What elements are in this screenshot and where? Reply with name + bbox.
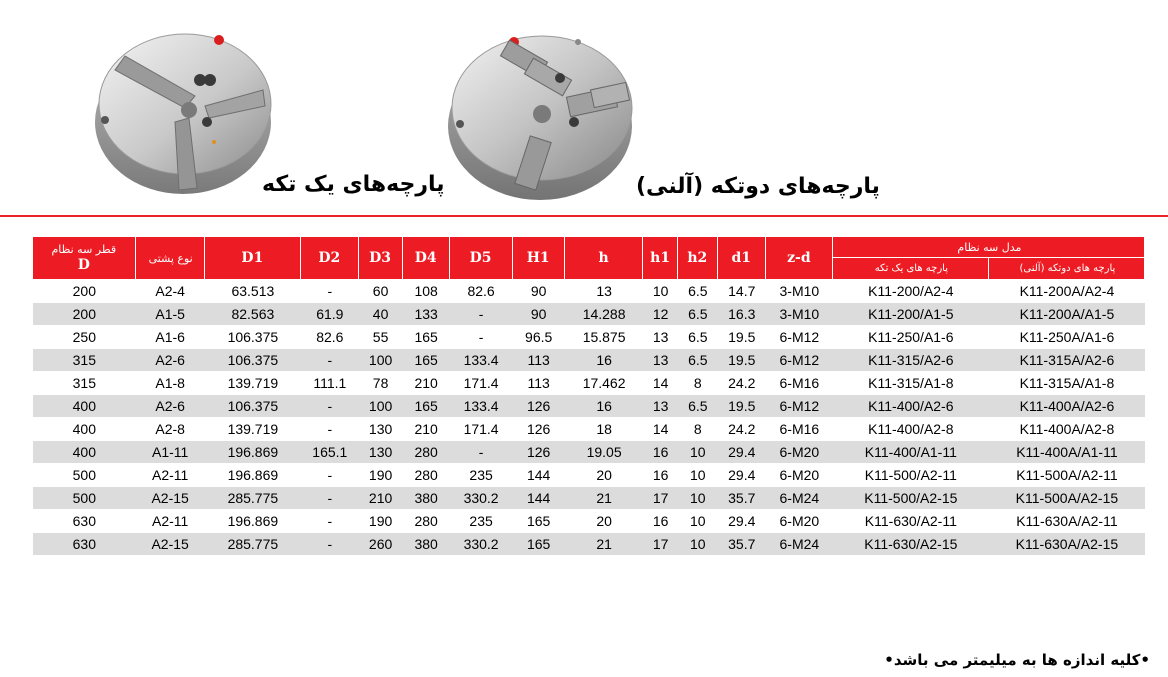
header-d1-large: D1 — [205, 237, 301, 280]
cell-d5: - — [450, 303, 513, 326]
cell-d4: 108 — [403, 280, 450, 303]
units-note: •کلیه اندازه ها به میلیمتر می باشد• — [884, 651, 1150, 669]
cell-diameter: 315 — [33, 349, 136, 372]
header-d5: D5 — [450, 237, 513, 280]
cell-back-type: A2-6 — [136, 349, 205, 372]
cell-model-solid: K11-630/A2-11 — [833, 510, 989, 533]
cell-d4: 165 — [403, 326, 450, 349]
cell-d3: 40 — [359, 303, 403, 326]
cell-model-solid: K11-500/A2-15 — [833, 487, 989, 510]
cell-d5: 171.4 — [450, 418, 513, 441]
cell-h2: 10 — [678, 510, 718, 533]
cell-diameter: 400 — [33, 395, 136, 418]
cell-diameter: 200 — [33, 303, 136, 326]
cell-z-d: 6-M20 — [766, 510, 833, 533]
cell-d3: 260 — [359, 533, 403, 556]
cell-d1-small: 16.3 — [718, 303, 766, 326]
cell-d1-small: 14.7 — [718, 280, 766, 303]
cell-d1-large: 139.719 — [205, 418, 301, 441]
cell-model-two-piece: K11-400A/A2-6 — [989, 395, 1145, 418]
cell-diameter: 400 — [33, 418, 136, 441]
cell-model-solid: K11-500/A2-11 — [833, 464, 989, 487]
cell-h: 14.288 — [565, 303, 644, 326]
cell-d4: 165 — [403, 349, 450, 372]
header-diameter: قطر سه نظام D — [33, 237, 136, 280]
table-row — [33, 395, 1145, 418]
cell-d1-small: 24.2 — [718, 418, 766, 441]
cell-model-two-piece: K11-200A/A1-5 — [989, 303, 1145, 326]
cell-d5: 133.4 — [450, 349, 513, 372]
cell-d1-large: 106.375 — [205, 349, 301, 372]
cell-z-d: 6-M16 — [766, 372, 833, 395]
cell-model-two-piece: K11-315A/A1-8 — [989, 372, 1145, 395]
header-z-d: z-d — [766, 237, 833, 280]
cell-d2: 111.1 — [301, 372, 359, 395]
cell-d3: 55 — [359, 326, 403, 349]
cell-z-d: 6-M12 — [766, 326, 833, 349]
header-d2: D2 — [301, 237, 359, 280]
cell-d1-large: 82.563 — [205, 303, 301, 326]
cell-back-type: A2-8 — [136, 418, 205, 441]
two-piece-jaw-chuck-image — [442, 18, 642, 204]
header-model-solid: پارچه های یک تکه — [833, 258, 989, 280]
cell-d1-large: 63.513 — [205, 280, 301, 303]
cell-d4: 133 — [403, 303, 450, 326]
cell-d2: - — [301, 418, 359, 441]
header-back-type: نوع پشتی — [136, 237, 205, 280]
cell-diameter: 500 — [33, 487, 136, 510]
cell-h1-upper: 96.5 — [513, 326, 565, 349]
cell-z-d: 6-M20 — [766, 464, 833, 487]
cell-h1: 14 — [643, 372, 678, 395]
cell-d1-small: 19.5 — [718, 349, 766, 372]
cell-model-two-piece: K11-500A/A2-15 — [989, 487, 1145, 510]
table-row — [33, 418, 1145, 441]
cell-d5: 82.6 — [450, 280, 513, 303]
header-d4: D4 — [403, 237, 450, 280]
cell-h: 16 — [565, 349, 644, 372]
header-h1: h1 — [643, 237, 678, 280]
cell-d1-large: 285.775 — [205, 487, 301, 510]
cell-h1: 16 — [643, 510, 678, 533]
cell-h1: 13 — [643, 326, 678, 349]
table-row — [33, 510, 1145, 533]
cell-model-two-piece: K11-500A/A2-11 — [989, 464, 1145, 487]
cell-h1-upper: 144 — [513, 464, 565, 487]
cell-back-type: A2-6 — [136, 395, 205, 418]
header-h: h — [565, 237, 644, 280]
cell-d5: 235 — [450, 464, 513, 487]
header-h2: h2 — [678, 237, 718, 280]
cell-d1-small: 35.7 — [718, 487, 766, 510]
cell-h2: 6.5 — [678, 326, 718, 349]
cell-diameter: 200 — [33, 280, 136, 303]
table-row — [33, 487, 1145, 510]
cell-model-solid: K11-315/A2-6 — [833, 349, 989, 372]
cell-d2: - — [301, 487, 359, 510]
cell-h1: 10 — [643, 280, 678, 303]
cell-h1: 13 — [643, 349, 678, 372]
cell-d3: 100 — [359, 349, 403, 372]
cell-h2: 6.5 — [678, 395, 718, 418]
cell-d5: 330.2 — [450, 533, 513, 556]
cell-h1-upper: 165 — [513, 510, 565, 533]
cell-d1-large: 285.775 — [205, 533, 301, 556]
cell-d1-small: 29.4 — [718, 510, 766, 533]
cell-model-solid: K11-315/A1-8 — [833, 372, 989, 395]
cell-d2: - — [301, 349, 359, 372]
cell-d3: 210 — [359, 487, 403, 510]
cell-h: 21 — [565, 533, 644, 556]
cell-h: 15.875 — [565, 326, 644, 349]
cell-h1-upper: 165 — [513, 533, 565, 556]
cell-d1-small: 35.7 — [718, 533, 766, 556]
table-row — [33, 441, 1145, 464]
header-model: مدل سه نظام — [833, 237, 1145, 258]
cell-h1-upper: 113 — [513, 349, 565, 372]
cell-d1-large: 139.719 — [205, 372, 301, 395]
header-d1-small: d1 — [718, 237, 766, 280]
cell-h1-upper: 90 — [513, 303, 565, 326]
cell-model-two-piece: K11-630A/A2-11 — [989, 510, 1145, 533]
cell-h2: 8 — [678, 372, 718, 395]
cell-d2: 82.6 — [301, 326, 359, 349]
cell-model-solid: K11-400/A1-11 — [833, 441, 989, 464]
cell-z-d: 6-M12 — [766, 349, 833, 372]
cell-d4: 380 — [403, 487, 450, 510]
cell-model-solid: K11-400/A2-6 — [833, 395, 989, 418]
cell-back-type: A1-6 — [136, 326, 205, 349]
cell-h1: 17 — [643, 487, 678, 510]
cell-d4: 280 — [403, 510, 450, 533]
cell-d1-large: 106.375 — [205, 395, 301, 418]
cell-back-type: A2-11 — [136, 510, 205, 533]
cell-model-solid: K11-200/A1-5 — [833, 303, 989, 326]
table-row — [33, 349, 1145, 372]
cell-d5: - — [450, 326, 513, 349]
cell-diameter: 400 — [33, 441, 136, 464]
cell-h2: 10 — [678, 533, 718, 556]
cell-d5: 171.4 — [450, 372, 513, 395]
cell-z-d: 6-M16 — [766, 418, 833, 441]
section-divider — [0, 215, 1168, 217]
cell-h1: 16 — [643, 464, 678, 487]
cell-back-type: A1-11 — [136, 441, 205, 464]
cell-d2: 165.1 — [301, 441, 359, 464]
cell-h: 20 — [565, 510, 644, 533]
cell-model-solid: K11-630/A2-15 — [833, 533, 989, 556]
cell-h1-upper: 126 — [513, 441, 565, 464]
cell-model-two-piece: K11-315A/A2-6 — [989, 349, 1145, 372]
cell-d1-large: 196.869 — [205, 464, 301, 487]
cell-z-d: 6-M24 — [766, 533, 833, 556]
cell-h1-upper: 126 — [513, 395, 565, 418]
cell-h: 17.462 — [565, 372, 644, 395]
two-piece-jaw-caption: پارچه‌های دوتکه (آلنی) — [636, 174, 880, 199]
cell-d4: 165 — [403, 395, 450, 418]
cell-h: 13 — [565, 280, 644, 303]
cell-d2: 61.9 — [301, 303, 359, 326]
cell-d4: 210 — [403, 372, 450, 395]
cell-d1-small: 29.4 — [718, 464, 766, 487]
cell-h1: 14 — [643, 418, 678, 441]
cell-d3: 100 — [359, 395, 403, 418]
table-row — [33, 280, 1145, 303]
cell-h2: 10 — [678, 487, 718, 510]
cell-d3: 190 — [359, 464, 403, 487]
cell-z-d: 6-M24 — [766, 487, 833, 510]
header-h1-upper: H1 — [513, 237, 565, 280]
cell-h: 19.05 — [565, 441, 644, 464]
cell-diameter: 250 — [33, 326, 136, 349]
cell-model-solid: K11-250/A1-6 — [833, 326, 989, 349]
table-row — [33, 533, 1145, 556]
cell-diameter: 630 — [33, 533, 136, 556]
cell-d1-small: 24.2 — [718, 372, 766, 395]
cell-d4: 380 — [403, 533, 450, 556]
cell-d4: 280 — [403, 464, 450, 487]
cell-d1-large: 106.375 — [205, 326, 301, 349]
cell-d5: 330.2 — [450, 487, 513, 510]
cell-d1-small: 19.5 — [718, 395, 766, 418]
cell-z-d: 3-M10 — [766, 303, 833, 326]
cell-d3: 60 — [359, 280, 403, 303]
cell-model-two-piece: K11-200A/A2-4 — [989, 280, 1145, 303]
cell-h1-upper: 144 — [513, 487, 565, 510]
cell-d4: 210 — [403, 418, 450, 441]
cell-d2: - — [301, 533, 359, 556]
cell-d2: - — [301, 280, 359, 303]
cell-d4: 280 — [403, 441, 450, 464]
solid-jaw-caption: پارچه‌های یک تکه — [262, 172, 445, 197]
cell-h2: 10 — [678, 464, 718, 487]
cell-z-d: 6-M20 — [766, 441, 833, 464]
cell-back-type: A2-15 — [136, 533, 205, 556]
cell-d2: - — [301, 510, 359, 533]
solid-jaw-chuck-image — [85, 18, 275, 198]
cell-model-solid: K11-200/A2-4 — [833, 280, 989, 303]
cell-h1-upper: 126 — [513, 418, 565, 441]
spec-table — [33, 237, 1145, 556]
cell-model-two-piece: K11-630A/A2-15 — [989, 533, 1145, 556]
cell-z-d: 6-M12 — [766, 395, 833, 418]
cell-h: 16 — [565, 395, 644, 418]
cell-back-type: A1-8 — [136, 372, 205, 395]
cell-d3: 190 — [359, 510, 403, 533]
cell-d2: - — [301, 464, 359, 487]
table-row — [33, 464, 1145, 487]
spec-table-body — [33, 280, 1145, 556]
cell-h1: 13 — [643, 395, 678, 418]
cell-h: 18 — [565, 418, 644, 441]
cell-back-type: A2-4 — [136, 280, 205, 303]
cell-diameter: 315 — [33, 372, 136, 395]
cell-d1-small: 19.5 — [718, 326, 766, 349]
cell-d2: - — [301, 395, 359, 418]
cell-d1-small: 29.4 — [718, 441, 766, 464]
cell-model-two-piece: K11-400A/A1-11 — [989, 441, 1145, 464]
table-row — [33, 303, 1145, 326]
cell-h: 21 — [565, 487, 644, 510]
cell-h2: 10 — [678, 441, 718, 464]
cell-model-solid: K11-400/A2-8 — [833, 418, 989, 441]
cell-z-d: 3-M10 — [766, 280, 833, 303]
cell-diameter: 500 — [33, 464, 136, 487]
cell-h1: 16 — [643, 441, 678, 464]
cell-back-type: A2-11 — [136, 464, 205, 487]
cell-back-type: A1-5 — [136, 303, 205, 326]
cell-model-two-piece: K11-400A/A2-8 — [989, 418, 1145, 441]
cell-h1-upper: 113 — [513, 372, 565, 395]
cell-h1: 12 — [643, 303, 678, 326]
cell-d3: 78 — [359, 372, 403, 395]
header-model-two-piece: پارچه های دوتکه (آلنی) — [989, 258, 1145, 280]
cell-d5: 133.4 — [450, 395, 513, 418]
cell-h2: 6.5 — [678, 349, 718, 372]
cell-d5: 235 — [450, 510, 513, 533]
table-row — [33, 372, 1145, 395]
table-row — [33, 326, 1145, 349]
cell-back-type: A2-15 — [136, 487, 205, 510]
cell-model-two-piece: K11-250A/A1-6 — [989, 326, 1145, 349]
cell-diameter: 630 — [33, 510, 136, 533]
cell-h1-upper: 90 — [513, 280, 565, 303]
cell-d3: 130 — [359, 441, 403, 464]
cell-h2: 6.5 — [678, 280, 718, 303]
cell-d5: - — [450, 441, 513, 464]
header-d3: D3 — [359, 237, 403, 280]
cell-h1: 17 — [643, 533, 678, 556]
cell-h: 20 — [565, 464, 644, 487]
cell-d1-large: 196.869 — [205, 441, 301, 464]
cell-h2: 6.5 — [678, 303, 718, 326]
cell-d3: 130 — [359, 418, 403, 441]
cell-d1-large: 196.869 — [205, 510, 301, 533]
cell-h2: 8 — [678, 418, 718, 441]
